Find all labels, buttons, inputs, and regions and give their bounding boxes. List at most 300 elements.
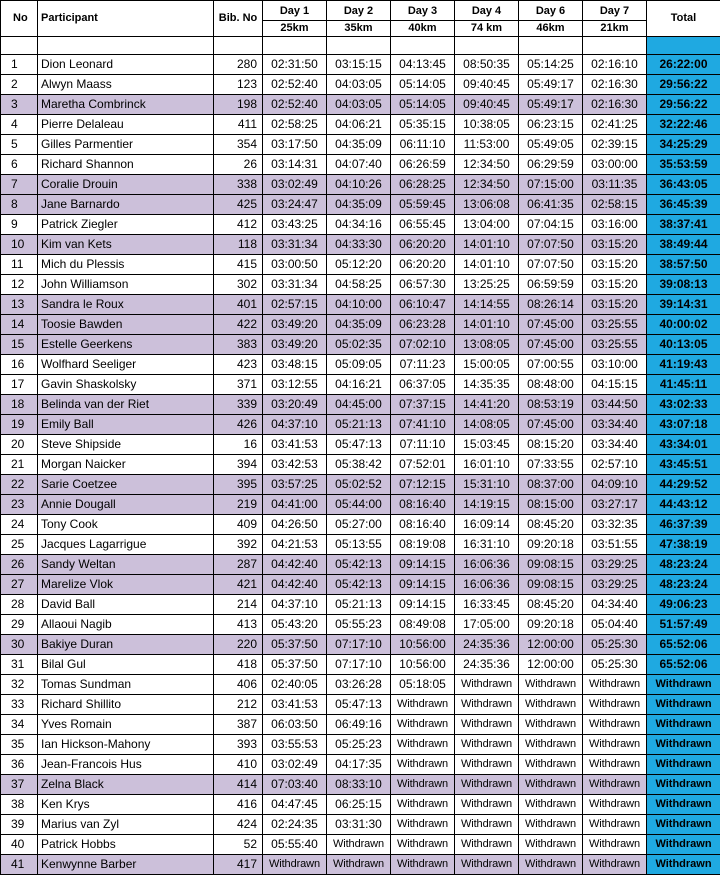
day-time: 04:03:05 [327,95,391,115]
participant-name: Gilles Parmentier [38,135,214,155]
day-time: 05:25:23 [327,735,391,755]
table-row [1,855,720,875]
header-day-label: Day 2 [327,1,391,21]
day-time: Withdrawn [455,735,519,755]
participant-name: Bakiye Duran [38,635,214,655]
day-time: 03:51:55 [583,535,647,555]
day-time: 07:41:10 [391,415,455,435]
day-time: 08:37:00 [519,475,583,495]
day-time: 03:11:35 [583,175,647,195]
day-time: 03:17:50 [263,135,327,155]
total-time: Withdrawn [647,795,720,815]
day-time: 03:00:50 [263,255,327,275]
table-row [1,315,720,335]
day-time: 09:14:15 [391,555,455,575]
day-time: 16:06:36 [455,575,519,595]
day-time: Withdrawn [391,735,455,755]
day-time: 05:02:35 [327,335,391,355]
table-row [1,335,720,355]
results-body [1,37,720,875]
total-time: 51:57:49 [647,615,720,635]
header-day-distance: 25km [263,21,327,37]
total-time: 43:07:18 [647,415,720,435]
day-time: 03:43:25 [263,215,327,235]
day-time: 03:31:34 [263,235,327,255]
row-number: 32 [1,675,38,695]
row-number: 25 [1,535,38,555]
total-time: 38:57:50 [647,255,720,275]
total-time: 32:22:46 [647,115,720,135]
day-time: 05:27:00 [327,515,391,535]
day-time: 05:49:05 [519,135,583,155]
blank-cell [327,37,391,55]
day-time: 02:41:25 [583,115,647,135]
day-time: 08:45:20 [519,595,583,615]
header-day-label: Day 7 [583,1,647,21]
bib-number: 383 [214,335,263,355]
total-time: 46:37:39 [647,515,720,535]
day-time: 05:38:42 [327,455,391,475]
participant-name: Dion Leonard [38,55,214,75]
day-time: 15:00:05 [455,355,519,375]
table-row [1,395,720,415]
table-row [1,515,720,535]
header-participant: Participant [38,1,214,37]
row-number: 5 [1,135,38,155]
total-time: 65:52:06 [647,655,720,675]
bib-number: 214 [214,595,263,615]
day-time: 03:55:53 [263,735,327,755]
day-time: 06:23:15 [519,115,583,135]
total-time: Withdrawn [647,815,720,835]
day-time: 09:20:18 [519,535,583,555]
row-number: 10 [1,235,38,255]
day-time: 07:02:10 [391,335,455,355]
day-time: 05:59:45 [391,195,455,215]
total-time: 44:43:12 [647,495,720,515]
header-bib: Bib. No [214,1,263,37]
total-time: Withdrawn [647,835,720,855]
day-time: 06:20:20 [391,255,455,275]
table-row [1,635,720,655]
day-time: 03:29:25 [583,575,647,595]
day-time: 07:17:10 [327,635,391,655]
total-time: 44:29:52 [647,475,720,495]
total-time: 43:45:51 [647,455,720,475]
day-time: 07:52:01 [391,455,455,475]
participant-name: Maretha Combrinck [38,95,214,115]
day-time: 06:55:45 [391,215,455,235]
participant-name: Patrick Ziegler [38,215,214,235]
total-time: 65:52:06 [647,635,720,655]
day-time: 03:27:17 [583,495,647,515]
day-time: Withdrawn [455,795,519,815]
bib-number: 418 [214,655,263,675]
participant-name: Wolfhard Seeliger [38,355,214,375]
participant-name: Patrick Hobbs [38,835,214,855]
blank-cell [214,37,263,55]
blank-cell [391,37,455,55]
day-time: Withdrawn [583,695,647,715]
header-day-distance: 46km [519,21,583,37]
day-time: 05:37:50 [263,635,327,655]
total-time: Withdrawn [647,755,720,775]
day-time: 03:32:35 [583,515,647,535]
header-day-label: Day 3 [391,1,455,21]
day-time: 04:37:10 [263,415,327,435]
table-row [1,755,720,775]
day-time: 06:20:20 [391,235,455,255]
day-time: 03:44:50 [583,395,647,415]
bib-number: 26 [214,155,263,175]
day-time: 16:31:10 [455,535,519,555]
bib-number: 410 [214,755,263,775]
table-row [1,75,720,95]
day-time: 14:14:55 [455,295,519,315]
day-time: Withdrawn [583,675,647,695]
participant-name: David Ball [38,595,214,615]
day-time: 06:29:59 [519,155,583,175]
table-row [1,135,720,155]
day-time: 05:42:13 [327,555,391,575]
day-time: 05:47:13 [327,435,391,455]
day-time: 09:08:15 [519,575,583,595]
day-time: 03:31:30 [327,815,391,835]
header-day-label: Day 4 [455,1,519,21]
day-time: 03:16:00 [583,215,647,235]
bib-number: 302 [214,275,263,295]
day-time: 16:33:45 [455,595,519,615]
day-time: 05:43:20 [263,615,327,635]
row-number: 19 [1,415,38,435]
total-time: 26:22:00 [647,55,720,75]
bib-number: 280 [214,55,263,75]
day-time: 05:44:00 [327,495,391,515]
day-time: 08:26:14 [519,295,583,315]
day-time: Withdrawn [391,815,455,835]
day-time: 07:45:00 [519,315,583,335]
day-time: 04:58:25 [327,275,391,295]
day-time: 03:15:20 [583,235,647,255]
participant-name: Gavin Shaskolsky [38,375,214,395]
day-time: 03:15:20 [583,255,647,275]
table-row [1,375,720,395]
row-number: 39 [1,815,38,835]
day-time: 08:49:08 [391,615,455,635]
day-time: Withdrawn [583,835,647,855]
day-time: 04:47:45 [263,795,327,815]
total-time: 48:23:24 [647,555,720,575]
row-number: 41 [1,855,38,875]
row-number: 33 [1,695,38,715]
day-time: 02:16:30 [583,75,647,95]
day-time: 08:16:40 [391,495,455,515]
table-row [1,495,720,515]
row-number: 40 [1,835,38,855]
day-time: 03:41:53 [263,695,327,715]
table-row [1,55,720,75]
row-number: 28 [1,595,38,615]
day-time: Withdrawn [583,795,647,815]
participant-name: Marelize Vlok [38,575,214,595]
bib-number: 424 [214,815,263,835]
table-row [1,115,720,135]
day-time: 04:42:40 [263,575,327,595]
total-time: 38:37:41 [647,215,720,235]
bib-number: 212 [214,695,263,715]
bib-number: 393 [214,735,263,755]
day-time: 02:52:40 [263,75,327,95]
day-time: 05:12:20 [327,255,391,275]
total-time: Withdrawn [647,855,720,875]
day-time: 04:07:40 [327,155,391,175]
table-row [1,295,720,315]
blank-cell [519,37,583,55]
participant-name: Annie Dougall [38,495,214,515]
table-row [1,95,720,115]
day-time: 11:53:00 [455,135,519,155]
day-time: 07:03:40 [263,775,327,795]
participant-name: Steve Shipside [38,435,214,455]
table-row [1,795,720,815]
bib-number: 417 [214,855,263,875]
row-number: 13 [1,295,38,315]
bib-number: 413 [214,615,263,635]
total-time: 48:23:24 [647,575,720,595]
day-time: 06:37:05 [391,375,455,395]
day-time: 04:21:53 [263,535,327,555]
day-time: 05:02:52 [327,475,391,495]
row-number: 22 [1,475,38,495]
table-row [1,435,720,455]
day-time: Withdrawn [391,795,455,815]
total-time: Withdrawn [647,775,720,795]
day-time: 02:16:10 [583,55,647,75]
day-time: 12:34:50 [455,155,519,175]
participant-name: Ian Hickson-Mahony [38,735,214,755]
day-time: 15:31:10 [455,475,519,495]
row-number: 17 [1,375,38,395]
day-time: 05:25:30 [583,655,647,675]
day-time: 10:38:05 [455,115,519,135]
header-day-label: Day 6 [519,1,583,21]
day-time: 04:10:00 [327,295,391,315]
day-time: 09:40:45 [455,75,519,95]
day-time: 02:57:10 [583,455,647,475]
day-time: 04:33:30 [327,235,391,255]
day-time: 06:41:35 [519,195,583,215]
day-time: 06:59:59 [519,275,583,295]
day-time: Withdrawn [455,855,519,875]
day-time: 02:58:25 [263,115,327,135]
day-time: 03:31:34 [263,275,327,295]
day-time: Withdrawn [583,735,647,755]
day-time: Withdrawn [391,695,455,715]
day-time: 14:01:10 [455,235,519,255]
bib-number: 387 [214,715,263,735]
day-time: 03:20:49 [263,395,327,415]
day-time: 03:00:00 [583,155,647,175]
day-time: 14:41:20 [455,395,519,415]
table-row [1,715,720,735]
day-time: 08:16:40 [391,515,455,535]
header-no: No [1,1,38,37]
day-time: 08:19:08 [391,535,455,555]
table-row [1,815,720,835]
participant-name: Belinda van der Riet [38,395,214,415]
bib-number: 401 [214,295,263,315]
participant-name: Ken Krys [38,795,214,815]
row-number: 1 [1,55,38,75]
day-time: 05:55:40 [263,835,327,855]
row-number: 21 [1,455,38,475]
table-row [1,615,720,635]
day-time: Withdrawn [519,695,583,715]
day-time: Withdrawn [519,715,583,735]
day-time: 07:11:23 [391,355,455,375]
day-time: 03:24:47 [263,195,327,215]
table-row [1,575,720,595]
day-time: 03:12:55 [263,375,327,395]
day-time: 04:34:16 [327,215,391,235]
total-time: 29:56:22 [647,75,720,95]
table-row [1,595,720,615]
day-time: 16:09:14 [455,515,519,535]
day-time: 07:45:00 [519,335,583,355]
day-time: 03:42:53 [263,455,327,475]
bib-number: 394 [214,455,263,475]
day-time: 04:37:10 [263,595,327,615]
participant-name: Coralie Drouin [38,175,214,195]
total-time: 49:06:23 [647,595,720,615]
day-time: 14:01:10 [455,315,519,335]
day-time: 05:49:17 [519,75,583,95]
day-time: 04:41:00 [263,495,327,515]
participant-name: Zelna Black [38,775,214,795]
day-time: 09:14:15 [391,595,455,615]
row-number: 2 [1,75,38,95]
total-time: 40:13:05 [647,335,720,355]
day-time: 15:03:45 [455,435,519,455]
participant-name: Jacques Lagarrigue [38,535,214,555]
day-time: 06:23:28 [391,315,455,335]
row-number: 27 [1,575,38,595]
day-time: Withdrawn [455,755,519,775]
participant-name: Richard Shillito [38,695,214,715]
row-number: 16 [1,355,38,375]
row-number: 37 [1,775,38,795]
day-time: 13:04:00 [455,215,519,235]
day-time: 03:41:53 [263,435,327,455]
table-row [1,475,720,495]
participant-name: Sarie Coetzee [38,475,214,495]
day-time: 03:49:20 [263,315,327,335]
day-time: 04:09:10 [583,475,647,495]
bib-number: 422 [214,315,263,335]
day-time: 07:33:55 [519,455,583,475]
day-time: 03:15:20 [583,275,647,295]
table-row [1,555,720,575]
total-time: 38:49:44 [647,235,720,255]
row-number: 36 [1,755,38,775]
day-time: 03:15:15 [327,55,391,75]
row-number: 7 [1,175,38,195]
blank-cell [38,37,214,55]
day-time: Withdrawn [583,715,647,735]
day-time: 12:00:00 [519,655,583,675]
total-time: 39:08:13 [647,275,720,295]
participant-name: Estelle Geerkens [38,335,214,355]
participant-name: Pierre Delaleau [38,115,214,135]
day-time: 14:01:10 [455,255,519,275]
row-number: 9 [1,215,38,235]
total-time: 40:00:02 [647,315,720,335]
day-time: 05:21:13 [327,415,391,435]
participant-name: Sandy Weltan [38,555,214,575]
day-time: 04:06:21 [327,115,391,135]
table-row [1,195,720,215]
total-time: 43:02:33 [647,395,720,415]
day-time: Withdrawn [455,815,519,835]
participant-name: Bilal Gul [38,655,214,675]
day-time: 24:35:36 [455,655,519,675]
bib-number: 414 [214,775,263,795]
day-time: 05:21:13 [327,595,391,615]
total-time: Withdrawn [647,715,720,735]
total-time: 29:56:22 [647,95,720,115]
day-time: Withdrawn [519,775,583,795]
blank-cell [1,37,38,55]
day-time: 03:49:20 [263,335,327,355]
day-time: 05:47:13 [327,695,391,715]
day-time: 06:26:59 [391,155,455,175]
day-time: 10:56:00 [391,635,455,655]
day-time: 05:18:05 [391,675,455,695]
participant-name: Jean-Francois Hus [38,755,214,775]
day-time: Withdrawn [391,775,455,795]
table-row [1,455,720,475]
participant-name: Tomas Sundman [38,675,214,695]
blank-row [1,37,720,55]
day-time: 06:28:25 [391,175,455,195]
day-time: 04:34:40 [583,595,647,615]
table-row [1,355,720,375]
day-time: 07:07:50 [519,255,583,275]
day-time: Withdrawn [327,835,391,855]
bib-number: 118 [214,235,263,255]
day-time: 13:08:05 [455,335,519,355]
day-time: 09:08:15 [519,555,583,575]
day-time: Withdrawn [391,755,455,775]
table-row [1,255,720,275]
bib-number: 392 [214,535,263,555]
table-row [1,655,720,675]
day-time: 04:35:09 [327,195,391,215]
day-time: 07:45:00 [519,415,583,435]
row-number: 14 [1,315,38,335]
day-time: 24:35:36 [455,635,519,655]
day-time: 14:08:05 [455,415,519,435]
bib-number: 287 [214,555,263,575]
day-time: 03:14:31 [263,155,327,175]
day-time: 05:14:05 [391,95,455,115]
participant-name: John Williamson [38,275,214,295]
blank-cell [455,37,519,55]
row-number: 35 [1,735,38,755]
day-time: 03:02:49 [263,755,327,775]
day-time: 05:14:05 [391,75,455,95]
day-time: 05:49:17 [519,95,583,115]
